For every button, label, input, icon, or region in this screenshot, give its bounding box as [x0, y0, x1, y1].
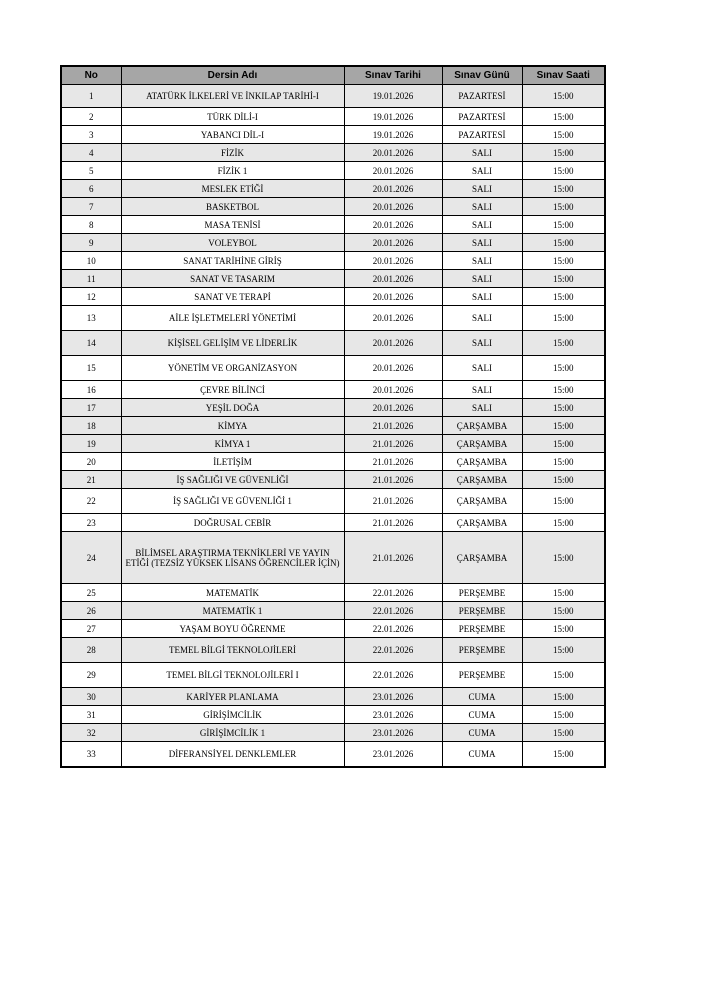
cell-exam-date: 22.01.2026 — [344, 584, 442, 602]
cell-exam-date: 23.01.2026 — [344, 688, 442, 706]
cell-exam-day: ÇARŞAMBA — [442, 435, 522, 453]
cell-exam-date: 20.01.2026 — [344, 331, 442, 356]
cell-exam-time: 15:00 — [522, 126, 605, 144]
table-row — [61, 356, 605, 381]
cell-exam-date: 19.01.2026 — [344, 126, 442, 144]
cell-exam-date: 20.01.2026 — [344, 180, 442, 198]
cell-exam-time: 15:00 — [522, 108, 605, 126]
cell-exam-day: SALI — [442, 162, 522, 180]
cell-no: 20 — [61, 453, 121, 471]
cell-no: 13 — [61, 306, 121, 331]
cell-exam-time: 15:00 — [522, 331, 605, 356]
cell-course-name: GİRİŞİMCİLİK 1 — [121, 724, 344, 742]
cell-no: 33 — [61, 742, 121, 767]
table-row — [61, 602, 605, 620]
cell-exam-time: 15:00 — [522, 381, 605, 399]
cell-exam-date: 20.01.2026 — [344, 162, 442, 180]
cell-exam-date: 22.01.2026 — [344, 620, 442, 638]
cell-no: 1 — [61, 85, 121, 108]
cell-course-name: TEMEL BİLGİ TEKNOLOJİLERİ I — [121, 663, 344, 688]
table-row — [61, 688, 605, 706]
cell-exam-time: 15:00 — [522, 584, 605, 602]
cell-no: 5 — [61, 162, 121, 180]
cell-exam-time: 15:00 — [522, 602, 605, 620]
table-row — [61, 108, 605, 126]
table-row — [61, 399, 605, 417]
cell-exam-time: 15:00 — [522, 288, 605, 306]
cell-no: 14 — [61, 331, 121, 356]
cell-exam-date: 21.01.2026 — [344, 417, 442, 435]
cell-course-name: YÖNETİM VE ORGANİZASYON — [121, 356, 344, 381]
cell-exam-date: 22.01.2026 — [344, 602, 442, 620]
cell-no: 15 — [61, 356, 121, 381]
cell-course-name: MATEMATİK — [121, 584, 344, 602]
cell-exam-time: 15:00 — [522, 453, 605, 471]
table-row — [61, 742, 605, 767]
cell-exam-day: SALI — [442, 399, 522, 417]
cell-no: 7 — [61, 198, 121, 216]
cell-exam-time: 15:00 — [522, 162, 605, 180]
cell-course-name: İŞ SAĞLIĞI VE GÜVENLİĞİ — [121, 471, 344, 489]
header-exam-date: Sınav Tarihi — [344, 66, 442, 85]
cell-course-name: SANAT TARİHİNE GİRİŞ — [121, 252, 344, 270]
table-row — [61, 638, 605, 663]
cell-no: 29 — [61, 663, 121, 688]
table-row — [61, 288, 605, 306]
cell-course-name: SANAT VE TASARIM — [121, 270, 344, 288]
cell-exam-date: 23.01.2026 — [344, 706, 442, 724]
cell-exam-day: SALI — [442, 356, 522, 381]
cell-exam-date: 20.01.2026 — [344, 216, 442, 234]
cell-exam-date: 19.01.2026 — [344, 108, 442, 126]
cell-exam-time: 15:00 — [522, 638, 605, 663]
cell-course-name: MASA TENİSİ — [121, 216, 344, 234]
cell-exam-date: 20.01.2026 — [344, 356, 442, 381]
cell-exam-day: PERŞEMBE — [442, 638, 522, 663]
table-row — [61, 532, 605, 584]
table-row — [61, 331, 605, 356]
cell-no: 16 — [61, 381, 121, 399]
cell-no: 32 — [61, 724, 121, 742]
table-row — [61, 216, 605, 234]
table-row — [61, 381, 605, 399]
cell-exam-day: ÇARŞAMBA — [442, 489, 522, 514]
cell-no: 10 — [61, 252, 121, 270]
cell-no: 24 — [61, 532, 121, 584]
cell-exam-day: PERŞEMBE — [442, 663, 522, 688]
cell-no: 28 — [61, 638, 121, 663]
cell-exam-day: PERŞEMBE — [442, 620, 522, 638]
cell-exam-date: 22.01.2026 — [344, 663, 442, 688]
cell-exam-date: 21.01.2026 — [344, 471, 442, 489]
cell-course-name: AİLE İŞLETMELERİ YÖNETİMİ — [121, 306, 344, 331]
cell-exam-day: SALI — [442, 144, 522, 162]
cell-course-name: MATEMATİK 1 — [121, 602, 344, 620]
cell-no: 23 — [61, 514, 121, 532]
cell-no: 3 — [61, 126, 121, 144]
cell-no: 19 — [61, 435, 121, 453]
cell-exam-day: CUMA — [442, 706, 522, 724]
cell-exam-day: SALI — [442, 216, 522, 234]
cell-exam-time: 15:00 — [522, 706, 605, 724]
cell-course-name: FİZİK — [121, 144, 344, 162]
table-row — [61, 706, 605, 724]
cell-exam-date: 20.01.2026 — [344, 270, 442, 288]
table-row — [61, 252, 605, 270]
cell-exam-time: 15:00 — [522, 180, 605, 198]
header-exam-time: Sınav Saati — [522, 66, 605, 85]
cell-no: 31 — [61, 706, 121, 724]
table-row — [61, 306, 605, 331]
cell-exam-date: 21.01.2026 — [344, 489, 442, 514]
cell-exam-day: CUMA — [442, 742, 522, 767]
cell-exam-time: 15:00 — [522, 489, 605, 514]
cell-exam-day: SALI — [442, 270, 522, 288]
header-exam-day: Sınav Günü — [442, 66, 522, 85]
cell-exam-day: SALI — [442, 288, 522, 306]
cell-no: 21 — [61, 471, 121, 489]
cell-exam-time: 15:00 — [522, 85, 605, 108]
cell-exam-day: ÇARŞAMBA — [442, 532, 522, 584]
cell-course-name: SANAT VE TERAPİ — [121, 288, 344, 306]
table-row — [61, 198, 605, 216]
cell-exam-day: CUMA — [442, 724, 522, 742]
cell-exam-day: ÇARŞAMBA — [442, 471, 522, 489]
cell-course-name: YEŞİL DOĞA — [121, 399, 344, 417]
cell-exam-day: SALI — [442, 306, 522, 331]
table-row — [61, 234, 605, 252]
cell-course-name: MESLEK ETİĞİ — [121, 180, 344, 198]
header-course-name: Dersin Adı — [121, 66, 344, 85]
cell-exam-time: 15:00 — [522, 532, 605, 584]
cell-no: 30 — [61, 688, 121, 706]
cell-exam-date: 20.01.2026 — [344, 399, 442, 417]
cell-course-name: GİRİŞİMCİLİK — [121, 706, 344, 724]
cell-exam-time: 15:00 — [522, 514, 605, 532]
cell-exam-time: 15:00 — [522, 216, 605, 234]
cell-exam-day: ÇARŞAMBA — [442, 417, 522, 435]
cell-course-name: YAŞAM BOYU ÖĞRENME — [121, 620, 344, 638]
cell-exam-time: 15:00 — [522, 435, 605, 453]
table-body — [61, 85, 605, 767]
cell-exam-time: 15:00 — [522, 306, 605, 331]
cell-exam-day: SALI — [442, 381, 522, 399]
cell-course-name: DOĞRUSAL CEBİR — [121, 514, 344, 532]
cell-course-name: İLETİŞİM — [121, 453, 344, 471]
cell-no: 6 — [61, 180, 121, 198]
cell-exam-date: 23.01.2026 — [344, 742, 442, 767]
cell-exam-day: SALI — [442, 180, 522, 198]
cell-no: 27 — [61, 620, 121, 638]
cell-exam-date: 20.01.2026 — [344, 288, 442, 306]
cell-exam-day: PERŞEMBE — [442, 602, 522, 620]
table-row — [61, 162, 605, 180]
cell-exam-time: 15:00 — [522, 399, 605, 417]
table-header-row — [61, 66, 605, 85]
cell-course-name: KİMYA — [121, 417, 344, 435]
cell-course-name: ÇEVRE BİLİNCİ — [121, 381, 344, 399]
cell-course-name: VOLEYBOL — [121, 234, 344, 252]
cell-course-name: TEMEL BİLGİ TEKNOLOJİLERİ — [121, 638, 344, 663]
cell-course-name: DİFERANSİYEL DENKLEMLER — [121, 742, 344, 767]
cell-exam-date: 23.01.2026 — [344, 724, 442, 742]
cell-exam-time: 15:00 — [522, 742, 605, 767]
cell-exam-time: 15:00 — [522, 724, 605, 742]
cell-course-name: ATATÜRK İLKELERİ VE İNKILAP TARİHİ-I — [121, 85, 344, 108]
cell-exam-time: 15:00 — [522, 144, 605, 162]
cell-no: 11 — [61, 270, 121, 288]
cell-course-name: YABANCI DİL-I — [121, 126, 344, 144]
cell-exam-day: SALI — [442, 198, 522, 216]
exam-schedule-table — [60, 65, 606, 768]
cell-exam-time: 15:00 — [522, 471, 605, 489]
cell-course-name: BASKETBOL — [121, 198, 344, 216]
cell-exam-date: 21.01.2026 — [344, 514, 442, 532]
cell-course-name: KİŞİSEL GELİŞİM VE LİDERLİK — [121, 331, 344, 356]
cell-exam-time: 15:00 — [522, 663, 605, 688]
table-row — [61, 724, 605, 742]
cell-no: 2 — [61, 108, 121, 126]
cell-exam-date: 19.01.2026 — [344, 85, 442, 108]
table-row — [61, 435, 605, 453]
header-no: No — [61, 66, 121, 85]
cell-course-name: İŞ SAĞLIĞI VE GÜVENLİĞİ 1 — [121, 489, 344, 514]
cell-exam-time: 15:00 — [522, 356, 605, 381]
table-row — [61, 126, 605, 144]
table-row — [61, 489, 605, 514]
cell-no: 22 — [61, 489, 121, 514]
cell-course-name: KARİYER PLANLAMA — [121, 688, 344, 706]
table-row — [61, 144, 605, 162]
cell-exam-date: 20.01.2026 — [344, 252, 442, 270]
cell-course-name: TÜRK DİLİ-I — [121, 108, 344, 126]
table-row — [61, 417, 605, 435]
cell-course-name: BİLİMSEL ARAŞTIRMA TEKNİKLERİ VE YAYIN ETİĞİ (TEZSİZ YÜKSEK LİSANS ÖĞRENCİLER İÇİN) — [121, 532, 344, 584]
cell-exam-date: 21.01.2026 — [344, 532, 442, 584]
cell-exam-date: 20.01.2026 — [344, 381, 442, 399]
cell-exam-day: CUMA — [442, 688, 522, 706]
cell-exam-day: PERŞEMBE — [442, 584, 522, 602]
cell-exam-date: 20.01.2026 — [344, 144, 442, 162]
cell-exam-date: 20.01.2026 — [344, 306, 442, 331]
cell-exam-date: 21.01.2026 — [344, 453, 442, 471]
cell-course-name: KİMYA 1 — [121, 435, 344, 453]
table-row — [61, 180, 605, 198]
table-row — [61, 584, 605, 602]
cell-no: 26 — [61, 602, 121, 620]
table-row — [61, 453, 605, 471]
cell-exam-day: SALI — [442, 331, 522, 356]
cell-exam-time: 15:00 — [522, 688, 605, 706]
cell-course-name: FİZİK 1 — [121, 162, 344, 180]
cell-exam-time: 15:00 — [522, 620, 605, 638]
table-row — [61, 85, 605, 108]
cell-exam-day: SALI — [442, 234, 522, 252]
cell-exam-date: 20.01.2026 — [344, 234, 442, 252]
table-row — [61, 471, 605, 489]
cell-no: 8 — [61, 216, 121, 234]
cell-no: 12 — [61, 288, 121, 306]
cell-no: 9 — [61, 234, 121, 252]
cell-exam-time: 15:00 — [522, 252, 605, 270]
table-row — [61, 514, 605, 532]
cell-exam-day: PAZARTESİ — [442, 108, 522, 126]
cell-no: 25 — [61, 584, 121, 602]
cell-exam-day: PAZARTESİ — [442, 85, 522, 108]
table-row — [61, 270, 605, 288]
cell-exam-date: 20.01.2026 — [344, 198, 442, 216]
cell-exam-time: 15:00 — [522, 417, 605, 435]
cell-exam-day: SALI — [442, 252, 522, 270]
cell-no: 17 — [61, 399, 121, 417]
cell-exam-day: PAZARTESİ — [442, 126, 522, 144]
cell-exam-time: 15:00 — [522, 234, 605, 252]
cell-exam-time: 15:00 — [522, 270, 605, 288]
cell-no: 18 — [61, 417, 121, 435]
cell-exam-day: ÇARŞAMBA — [442, 514, 522, 532]
cell-exam-date: 22.01.2026 — [344, 638, 442, 663]
cell-no: 4 — [61, 144, 121, 162]
table-row — [61, 663, 605, 688]
cell-exam-date: 21.01.2026 — [344, 435, 442, 453]
table-row — [61, 620, 605, 638]
cell-exam-time: 15:00 — [522, 198, 605, 216]
cell-exam-day: ÇARŞAMBA — [442, 453, 522, 471]
